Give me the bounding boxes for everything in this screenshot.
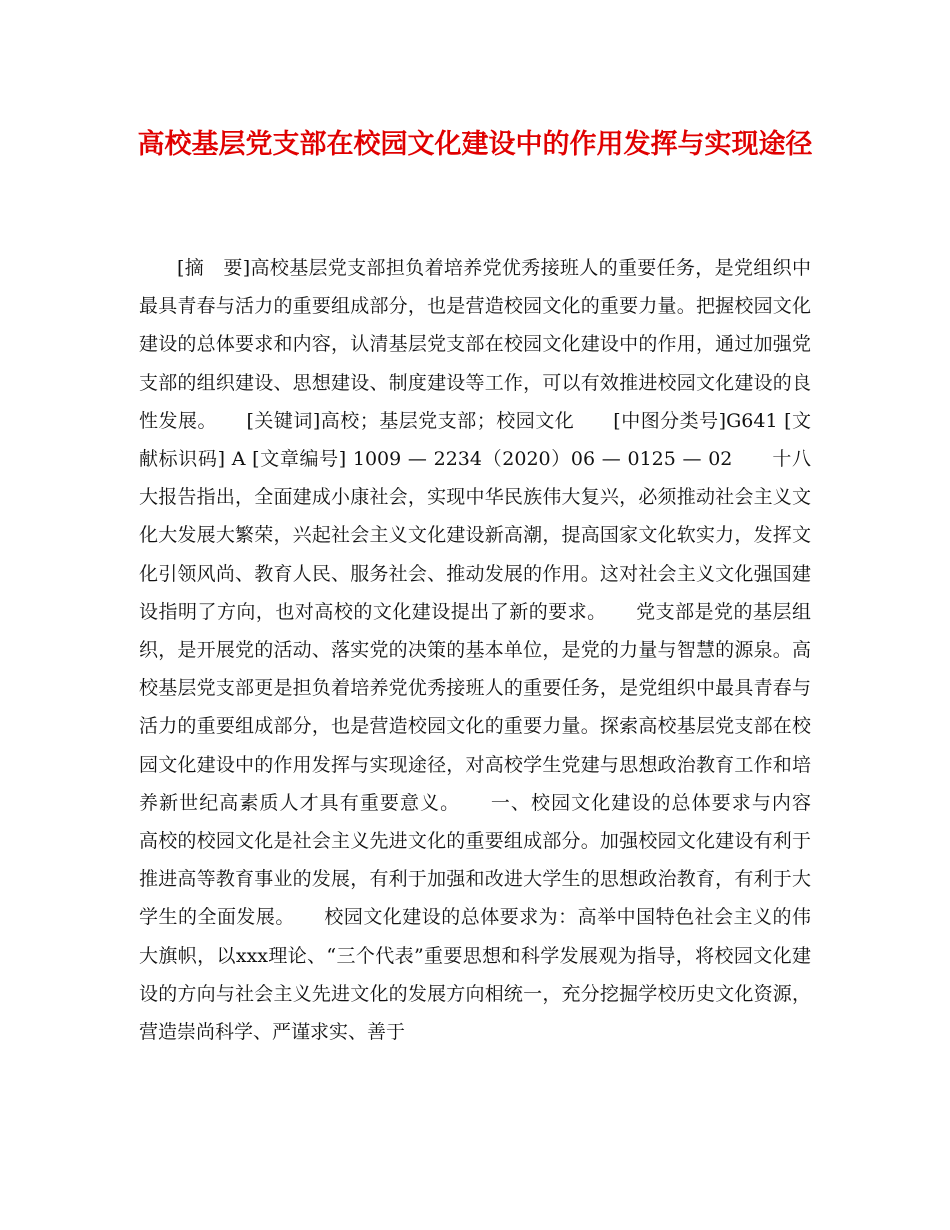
document-title: 高校基层党支部在校园文化建设中的作用发挥与实现途径 [137,129,813,160]
document-body: [摘 要]高校基层党支部担负着培养党优秀接班人的重要任务，是党组织中最具青春与活力的重要组成部分，也是营造校园文化的重要力量。把握校园文化建设的总体要求和内容，认清基层党支部在校园文化建设中的作用，通过加强党支部的组织建设、思想建设、制度建设等工作，可以有效推进校园文化建设的良性发展。 [关键词]高校；基层党支部；校园文化 [中图分类号]G641 [文献标识码] A [文章编号] 1009 — 2234（2020）06 — 0125 — 02 十八大报告指出，全面建成小康社会，实现中华民族伟大复兴，必须推动社会主义文化大发展大繁荣，兴起社会主义文化建设新高潮，提高国家文化软实力，发挥文化引领风尚、教育人民、服务社会、推动发展的作用。这对社会主义文化强国建设指明了方向，也对高校的文化建设提出了新的要求。 党支部是党的基层组织，是开展党的活动、落实党的决策的基本单位，是党的力量与智慧的源泉。高校基层党支部更是担负着培养党优秀接班人的重要任务，是党组织中最具青春与活力的重要组成部分，也是营造校园文化的重要力量。探索高校基层党支部在校园文化建设中的作用发挥与实现途径，对高校学生党建与思想政治教育工作和培养新世纪高素质人才具有重要意义。 一、校园文化建设的总体要求与内容 高校的校园文化是社会主义先进文化的重要组成部分。加强校园文化建设有利于推进高等教育事业的发展，有利于加强和改进大学生的思想政治教育，有利于大学生的全面发展。 校园文化建设的总体要求为：高举中国特色社会主义的伟大旗帜，以xxx理论、“三个代表”重要思想和科学发展观为指导，将校园文化建设的方向与社会主义先进文化的发展方向相统一，充分挖掘学校历史文化资源，营造崇尚科学、严谨求实、善于 [139,257,850,1044]
